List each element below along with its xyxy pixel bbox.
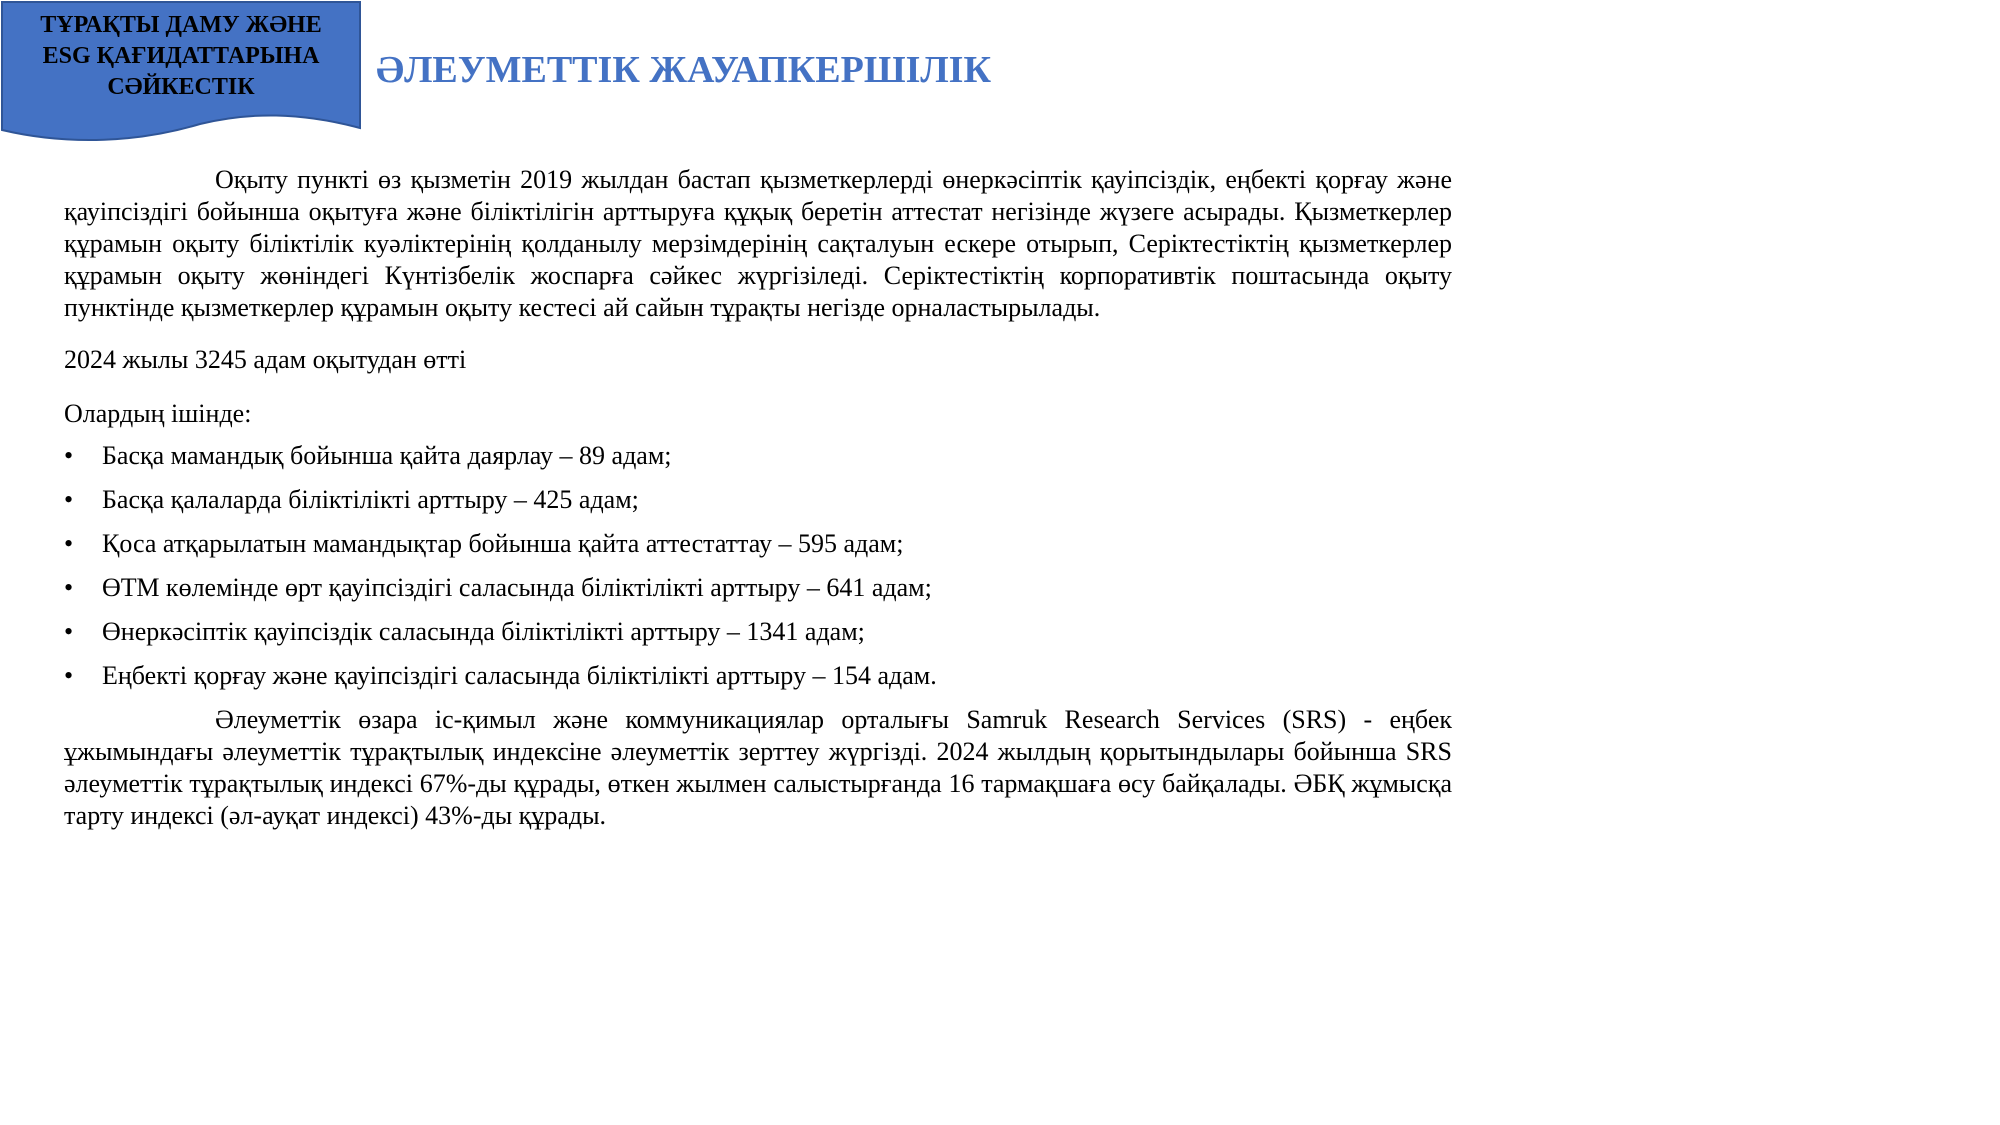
list-item-text: Еңбекті қорғау және қауіпсіздігі саласында біліктілікті арттыру – 154 адам.	[102, 661, 937, 690]
list-item-text: Басқа қалаларда біліктілікті арттыру – 425 адам;	[102, 485, 639, 514]
banner-line-2: ESG ҚАҒИДАТТАРЫНА	[42, 43, 320, 69]
page-title: ӘЛЕУМЕТТІК ЖАУАПКЕРШІЛІК	[376, 49, 992, 91]
list-item	[64, 440, 1452, 472]
bullet-icon: •	[64, 573, 74, 602]
closing-paragraph: Әлеуметтік өзара іс-қимыл және коммуникациялар орталығы Samruk Research Services (SRS) - еңбек ұжымындағы әлеуметтік тұрақтылық индексіне әлеуметтік зерттеу жүргізді. 2024 жылдың қорытындылары бойынша SRS әлеуметтік тұрақтылық индексі 67%-ды құрады, өткен жылмен салыстырғанда 16 тармақшаға өсу байқалады. ӘБҚ жұмысқа тарту индексі (әл-ауқат индексі) 43%-ды құрады.	[64, 705, 1452, 830]
training-total-line: 2024 жылы 3245 адам оқытудан өтті	[64, 345, 467, 374]
list-item	[64, 616, 1452, 648]
slide-body	[64, 164, 1452, 832]
list-item	[64, 484, 1452, 516]
bullet-icon: •	[64, 441, 74, 470]
banner-label	[0, 10, 362, 103]
intro-paragraph: Оқыту пункті өз қызметін 2019 жылдан бастап қызметкерлерді өнеркәсіптік қауіпсіздік, еңбекті қорғау және қауіпсіздігі бойынша оқытуға және біліктілігін арттыруға құқық беретін аттестат негізінде жүзеге асырады. Қызметкерлер құрамын оқыту біліктілік куәліктерінің қолданылу мерзімдерінің сақталуын ескере отырып, Серіктестіктің қызметкерлер құрамын оқыту жөніндегі Күнтізбелік жоспарға сәйкес жүргізіледі. Серіктестіктің корпоративтік поштасында оқыту пунктінде қызметкерлер құрамын оқыту кестесі ай сайын тұрақты негізде орналастырылады.	[64, 165, 1452, 322]
list-item	[64, 660, 1452, 692]
bullet-icon: •	[64, 617, 74, 646]
section-banner	[0, 0, 362, 145]
bullet-icon: •	[64, 529, 74, 558]
list-item	[64, 572, 1452, 604]
list-item-text: Қоса атқарылатын мамандықтар бойынша қайта аттестаттау – 595 адам;	[102, 529, 904, 558]
training-breakdown-list	[64, 440, 1452, 692]
bullet-icon: •	[64, 661, 74, 690]
list-item-text: ӨТМ көлемінде өрт қауіпсіздігі саласында біліктілікті арттыру – 641 адам;	[102, 573, 932, 602]
bullet-icon: •	[64, 485, 74, 514]
breakdown-heading: Олардың ішінде:	[64, 399, 252, 428]
banner-line-1: ТҰРАҚТЫ ДАМУ ЖӘНЕ	[40, 12, 322, 38]
banner-line-3: СӘЙКЕСТІК	[107, 74, 255, 100]
list-item-text: Басқа мамандық бойынша қайта даярлау – 89 адам;	[102, 441, 672, 470]
list-item	[64, 528, 1452, 560]
list-item-text: Өнеркәсіптік қауіпсіздік саласында біліктілікті арттыру – 1341 адам;	[102, 617, 865, 646]
